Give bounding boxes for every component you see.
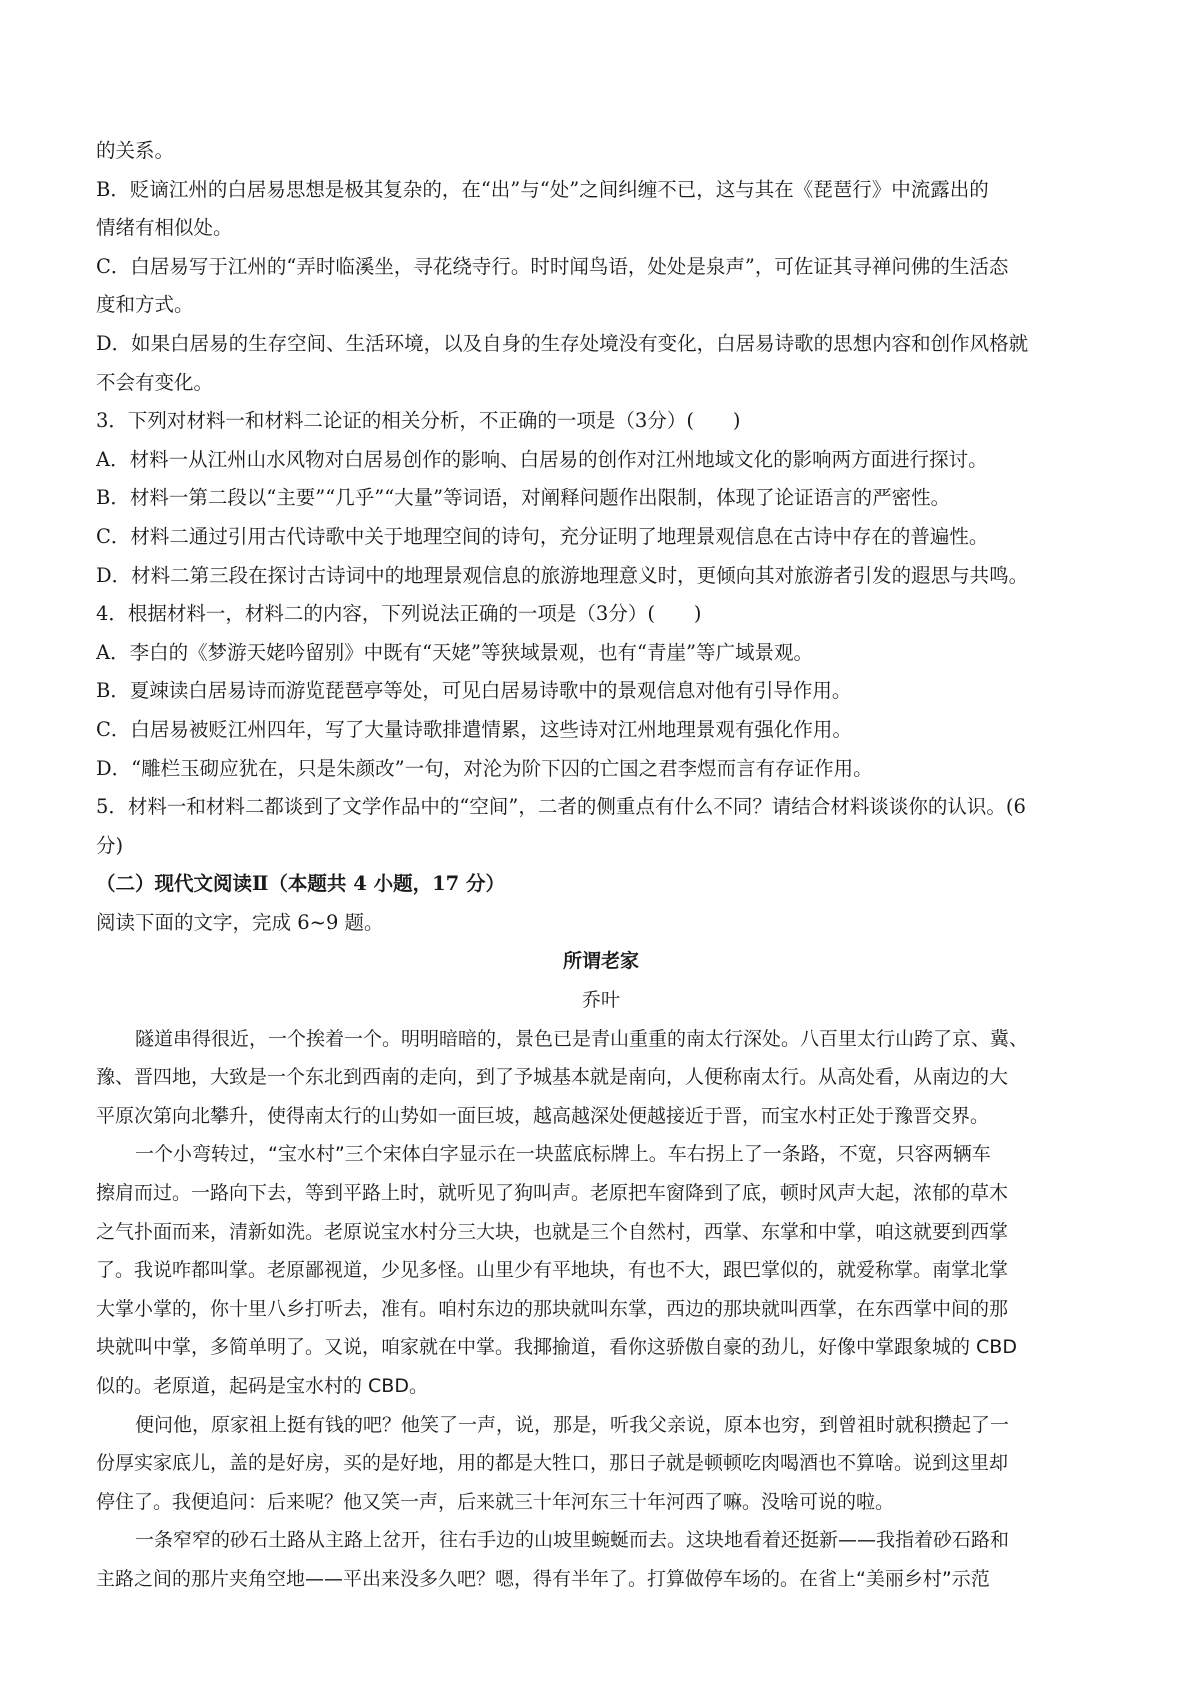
text-line: 不会有变化。 — [96, 370, 214, 394]
question-5-stem: 5．材料一和材料二都谈到了文学作品中的“空间”，二者的侧重点有什么不同？请结合材料谈谈你的认识。(6 — [96, 795, 1026, 819]
question-4-stem: 4．根据材料一，材料二的内容，下列说法正确的一项是（3分）( ) — [96, 602, 702, 626]
question-3-stem: 3．下列对材料一和材料二论证的相关分析，不正确的一项是（3分）( ) — [96, 409, 741, 433]
text-line: 度和方式。 — [96, 293, 194, 317]
story-paragraph — [96, 1521, 1106, 1598]
option-line: C．白居易被贬江州四年，写了大量诗歌排遣情累，这些诗对江州地理景观有强化作用。 — [96, 717, 852, 741]
story-paragraph — [96, 1406, 1106, 1522]
option-line: C．材料二通过引用古代诗歌中关于地理空间的诗句，充分证明了地理景观信息在古诗中存在的普遍性。 — [96, 524, 989, 548]
section-instruction: 阅读下面的文字，完成 6~9 题。 — [96, 910, 384, 934]
text-line: 平原次第向北攀升，使得南太行的山势如一面巨坡，越高越深处便越接近于晋，而宝水村正处于豫晋交界。 — [96, 1104, 990, 1127]
option-line: B．材料一第二段以“主要”“几乎”“大量”等词语，对阐释问题作出限制，体现了论证语言的严密性。 — [96, 486, 951, 510]
text-line: 大掌小掌的，你十里八乡打听去，准有。咱村东边的那块就叫东掌，西边的那块就叫西掌，在东西掌中间的那 — [96, 1297, 1009, 1320]
story-paragraph — [96, 1020, 1106, 1136]
exam-page — [96, 132, 1106, 1599]
text-line: 主路之间的那片夹角空地——平出来没多久吧？嗯，得有半年了。打算做停车场的。在省上“美丽乡村”示范 — [96, 1567, 990, 1590]
story-paragraph — [96, 1135, 1106, 1405]
text-line: 情绪有相似处。 — [96, 216, 233, 240]
text-line: 之气扑面而来，清新如洗。老原说宝水村分三大块，也就是三个自然村，西掌、东掌和中掌，咱这就要到西掌 — [96, 1220, 1009, 1243]
text-line: 分) — [96, 833, 124, 857]
option-line: A．材料一从江州山水风物对白居易创作的影响、白居易的创作对江州地域文化的影响两方面进行探讨。 — [96, 447, 988, 471]
text-line: 了。我说咋都叫掌。老原鄙视道，少见多怪。山里少有平地块，有也不大，跟巴掌似的，就爱称掌。南掌北掌 — [96, 1259, 1009, 1282]
text-line: C．白居易写于江州的“弄时临溪坐，寻花绕寺行。时时闻鸟语，处处是泉声”，可佐证其寻禅问佛的生活态 — [96, 254, 1009, 278]
option-line: A．李白的《梦游天姥吟留别》中既有“天姥”等狭域景观，也有“青崖”等广域景观。 — [96, 640, 813, 664]
text-line: 便问他，原家祖上挺有钱的吧？他笑了一声，说，那是，听我父亲说，原本也穷，到曾祖时就积攒起了一 — [135, 1413, 1010, 1436]
text-line: 一个小弯转过，“宝水村”三个宋体白字显示在一块蓝底标牌上。车右拐上了一条路，不宽，只容两辆车 — [135, 1143, 991, 1166]
text-line: D．如果白居易的生存空间、生活环境，以及自身的生存处境没有变化，白居易诗歌的思想内容和创作风格就 — [96, 331, 1029, 355]
text-line: 的关系。 — [96, 139, 175, 162]
text-line: 块就叫中掌，多简单明了。又说，咱家就在中掌。我揶揄道，看你这骄傲自豪的劲儿，好像中掌跟象城的 CBD — [96, 1336, 1017, 1359]
text-line: 似的。老原道，起码是宝水村的 CBD。 — [96, 1375, 428, 1397]
option-line: D．材料二第三段在探讨古诗词中的地理景观信息的旅游地理意义时，更倾向其对旅游者引发的遐思与共鸣。 — [96, 563, 1029, 587]
text-line: B．贬谪江州的白居易思想是极其复杂的，在“出”与“处”之间纠缠不已，这与其在《琵琶行》中流露出的 — [96, 177, 989, 201]
section-heading: （二）现代文阅读Ⅱ（本题共 4 小题，17 分） — [96, 872, 506, 896]
text-line: 停住了。我便追问：后来呢？他又笑一声，后来就三十年河东三十年河西了嘛。没啥可说的啦。 — [96, 1490, 895, 1513]
text-line: 隧道串得很近，一个挨着一个。明明暗暗的，景色已是青山重重的南太行深处。八百里太行山跨了京、冀、 — [135, 1027, 1029, 1050]
text-line: 一条窄窄的砂石土路从主路上岔开，往右手边的山坡里蜿蜒而去。这块地看着还挺新——我指着砂石路和 — [135, 1529, 1010, 1552]
story-title: 所谓老家 — [562, 950, 639, 973]
text-line: 擦肩而过。一路向下去，等到平路上时，就听见了狗叫声。老原把车窗降到了底，顿时风声大起，浓郁的草木 — [96, 1182, 1009, 1205]
option-line: B．夏竦读白居易诗而游览琵琶亭等处，可见白居易诗歌中的景观信息对他有引导作用。 — [96, 679, 852, 703]
text-line: 豫、晋四地，大致是一个东北到西南的走向，到了予城基本就是南向，人便称南太行。从高处看，从南边的大 — [96, 1066, 1009, 1089]
option-line: D．“雕栏玉砌应犹在，只是朱颜改”一句，对沦为阶下囚的亡国之君李煜而言有存证作用。 — [96, 756, 873, 780]
question-block — [96, 132, 1106, 865]
text-line: 份厚实家底儿，盖的是好房，买的是好地，用的都是大牲口，那日子就是顿顿吃肉喝酒也不算啥。说到这里却 — [96, 1452, 1009, 1475]
story-author: 乔叶 — [581, 989, 620, 1012]
